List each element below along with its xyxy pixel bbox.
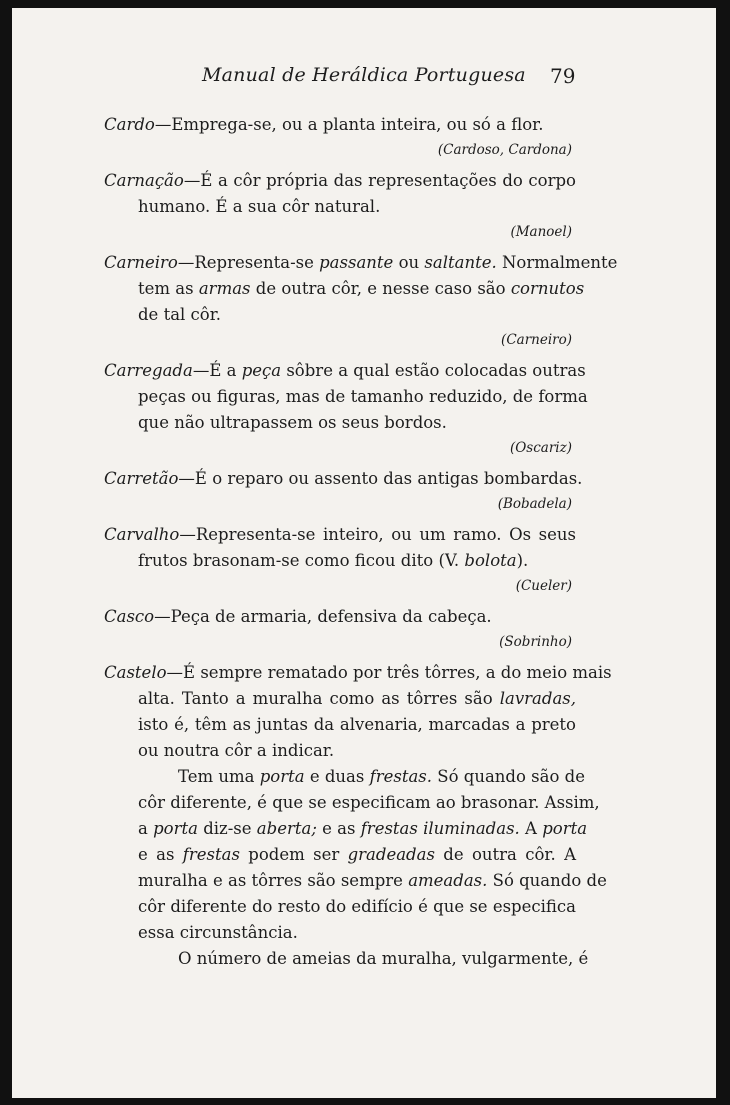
entry-text: podem ser	[239, 845, 348, 864]
entry-source: (Carneiro)	[501, 332, 572, 348]
page-number: 79	[550, 64, 576, 88]
entry-text: —É a côr própria das representações do corpo	[183, 171, 576, 190]
entry-line	[104, 660, 612, 686]
entry-line: essa circunstância.	[138, 923, 298, 942]
entry-source: (Cueler)	[515, 578, 572, 594]
entry-term: Carregada	[104, 361, 193, 380]
entry-text: ou	[393, 253, 425, 272]
entry-term: Cardo	[104, 115, 155, 134]
entry-carregada	[104, 358, 588, 460]
entry-text-italic: ameadas.	[408, 871, 488, 890]
entry-line: humano. É a sua côr natural.	[138, 197, 381, 216]
entry-line	[104, 686, 576, 712]
entry-line	[104, 764, 585, 790]
entry-text: —Emprega-se, ou a planta inteira, ou só a flor.	[154, 115, 544, 134]
entry-text: —É a	[192, 361, 242, 380]
entry-text: diz-se	[197, 819, 257, 838]
entry-line	[104, 548, 576, 574]
entry-line: isto é, têm as juntas da alvenaria, marcadas a preto	[138, 715, 576, 734]
entry-text: ).	[516, 551, 529, 570]
entry-line: O número de ameias da muralha, vulgarmente, é	[178, 949, 589, 968]
entry-source: (Manoel)	[510, 224, 572, 240]
entry-line	[104, 112, 576, 138]
entry-text: —É sempre rematado por três tôrres, a do meio mais	[166, 663, 612, 682]
entry-text-italic: bolota	[464, 551, 517, 570]
entry-term: Casco	[104, 607, 155, 626]
entry-text: Só quando são de	[432, 767, 585, 786]
entry-carnacao	[104, 168, 576, 244]
entry-text-italic: saltante.	[424, 253, 497, 272]
page-header	[12, 64, 716, 94]
entry-text: A	[519, 819, 543, 838]
entry-text: e duas	[304, 767, 370, 786]
entry-text-italic: armas	[198, 279, 251, 298]
entry-text-italic: passante	[319, 253, 394, 272]
entry-line: côr diferente, é que se especificam ao brasonar. Assim,	[138, 793, 600, 812]
entry-source: (Bobadela)	[497, 496, 572, 512]
entry-carneiro	[104, 250, 618, 352]
entry-line	[104, 604, 576, 630]
entry-source: (Sobrinho)	[499, 634, 572, 650]
entry-text-italic: cornutos	[510, 279, 585, 298]
entry-text-italic: frestas iluminadas.	[360, 819, 520, 838]
entry-term: Carvalho	[104, 525, 180, 544]
page-body	[104, 112, 618, 972]
entry-text: muralha e as tôrres são sempre	[138, 871, 409, 890]
entry-castelo	[104, 660, 612, 972]
entry-source: (Cardoso, Cardona)	[437, 142, 572, 158]
entry-line: côr diferente do resto do edifício é que se especifica	[138, 897, 576, 916]
entry-text: Só quando de	[487, 871, 607, 890]
entry-line: de tal côr.	[138, 305, 222, 324]
entry-text: sôbre a qual estão colocadas outras	[281, 361, 586, 380]
entry-line	[104, 816, 588, 842]
entry-text: frutos brasonam-se como ficou dito (V.	[138, 551, 465, 570]
entry-term: Castelo	[104, 663, 167, 682]
entry-text: de outra côr. A	[434, 845, 577, 864]
book-page	[12, 8, 716, 1098]
entry-text: e as	[316, 819, 361, 838]
entry-text: —Representa-se	[177, 253, 320, 272]
entry-text: a	[138, 819, 154, 838]
entry-casco	[104, 604, 576, 654]
entry-text-italic: porta	[153, 819, 198, 838]
entry-term: Carretão	[104, 469, 179, 488]
entry-text: —Representa-se inteiro, ou um ramo. Os seus	[179, 525, 576, 544]
entry-text-italic: porta	[542, 819, 588, 838]
entry-source: (Oscariz)	[509, 440, 572, 456]
entry-text: Tem uma	[178, 767, 260, 786]
entry-text: de outra côr, e nesse caso são	[250, 279, 511, 298]
entry-line	[104, 842, 576, 868]
entry-text: alta. Tanto a muralha como as tôrres são	[138, 689, 500, 708]
entry-text-italic: aberta;	[256, 819, 317, 838]
entry-term: Carneiro	[104, 253, 178, 272]
entry-cardo	[104, 112, 576, 162]
entry-term: Carnação	[104, 171, 184, 190]
entry-carvalho	[104, 522, 576, 598]
entry-text-italic: frestas	[182, 845, 240, 864]
entry-text: tem as	[138, 279, 199, 298]
entry-line	[104, 522, 576, 548]
entry-text-italic: lavradas,	[499, 689, 576, 708]
entry-text-italic: peça	[241, 361, 282, 380]
entry-text: —É o reparo ou assento das antigas bombardas.	[178, 469, 583, 488]
entry-text-italic: porta	[259, 767, 305, 786]
entry-line	[104, 466, 583, 492]
entry-line	[104, 868, 607, 894]
entry-text-italic: frestas.	[369, 767, 433, 786]
entry-line: que não ultrapassem os seus bordos.	[138, 413, 447, 432]
entry-line: peças ou figuras, mas de tamanho reduzido, de forma	[138, 387, 588, 406]
entry-text-italic: gradeadas	[347, 845, 435, 864]
entry-carretao	[104, 466, 583, 516]
entry-line: ou noutra côr a indicar.	[138, 741, 335, 760]
entry-line	[104, 358, 586, 384]
entry-text: Normalmente	[496, 253, 618, 272]
entry-text: e as	[138, 845, 183, 864]
entry-line	[104, 250, 618, 276]
entry-line	[104, 168, 576, 194]
entry-text: —Peça de armaria, defensiva da cabeça.	[154, 607, 492, 626]
running-title: Manual de Heráldica Portuguesa	[202, 64, 526, 86]
entry-line	[104, 276, 585, 302]
